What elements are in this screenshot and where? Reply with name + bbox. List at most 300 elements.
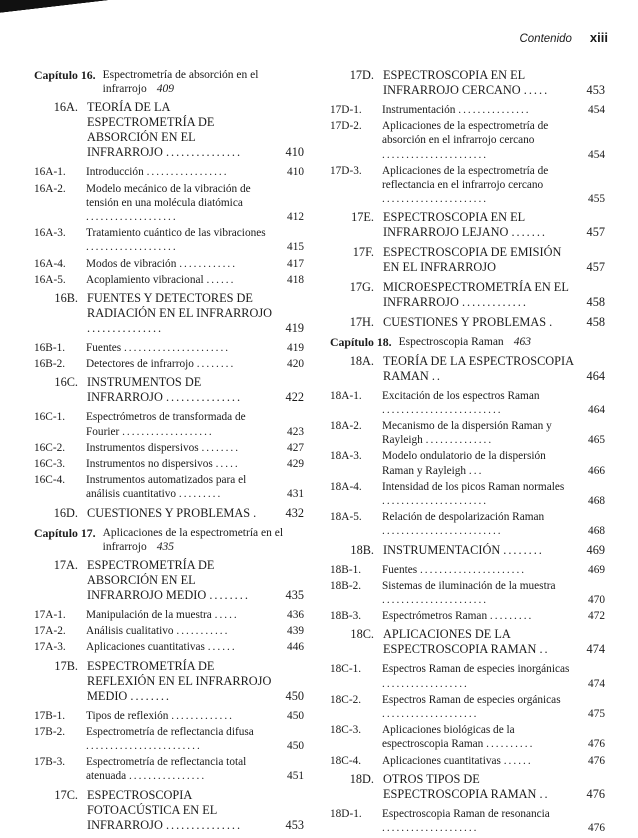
entry-title-block [86,457,274,471]
section-entry [34,506,304,521]
chapter-label: Capítulo 16. [34,68,96,82]
chapter-title: Espectroscopia Raman [398,336,504,349]
leader-dots: ............... [165,390,243,405]
entry-number: 18C. [350,627,374,642]
entry-page: 472 [588,610,605,623]
entry-title: Espectrometría de reflectancia difusa [86,725,254,738]
entry-title: Espectrómetros de transformada de Fourier [86,411,246,438]
entry-number: 17C. [54,787,78,802]
entry-title-block [86,441,274,455]
entry-title: Acoplamiento vibracional [86,273,204,286]
entry-title: Espectros Raman de especies inorgánicas [382,663,570,676]
entry-title: Espectros Raman de especies orgánicas [382,693,561,706]
entry-title-block [87,659,274,704]
entry-page: 450 [287,740,304,753]
entry-page: 468 [588,525,605,538]
entry-title: Aplicaciones de la espectrometría de reflectancia en el infrarrojo cercano [382,164,549,192]
section-entry [330,245,605,275]
entry-title-block [383,627,575,657]
entry-page: 431 [287,488,304,501]
chapter-heading [34,68,304,96]
leader-dots: ............. [461,295,528,310]
entry-page: 454 [588,104,605,116]
entry-page: 457 [586,225,605,240]
entry-title: ESPECTROSCOPIA DE EMISIÓN EN EL INFRARROJO [383,245,562,275]
entry-title-block [86,709,274,723]
page-header [519,30,608,45]
subsection-entry [34,441,304,455]
entry-number: 18D. [349,771,374,786]
entry-page: 429 [287,458,304,471]
entry-title: Introducción [86,166,144,179]
entry-title-block [86,182,274,225]
leader-dots: ......................... [382,525,503,538]
leader-dots: ....... [511,225,547,240]
entry-page: 446 [287,641,304,654]
section-entry [34,659,304,704]
header-label: Contenido [519,33,572,45]
chapter-title: Espectrometría de absorción en el infrarrojo [102,69,259,96]
entry-number: 16B-1. [34,342,66,355]
entry-number: 17D-3. [330,164,362,177]
entry-number: 17B-2. [34,725,66,738]
entry-page: 476 [588,754,605,767]
entry-number: 18C-2. [330,693,362,706]
entry-title: OTROS TIPOS DE ESPECTROSCOPIA RAMAN [383,771,537,801]
entry-number: 18A-2. [330,420,362,433]
entry-number: 17B-3. [34,756,66,769]
entry-page: 464 [588,403,605,416]
entry-title-block [86,226,274,254]
leader-dots: .............. [425,434,494,447]
entry-title-block [87,375,274,405]
entry-page: 476 [588,738,605,751]
entry-page: 469 [588,563,605,576]
subsection-entry [34,608,304,622]
entry-number: 18A-5. [330,511,362,524]
chapter-page: 409 [156,83,174,96]
entry-number: 18B-3. [330,610,362,623]
entry-title: TEORÍA DE LA ESPECTROMETRÍA DE ABSORCIÓN EN EL INFRARROJO [87,100,215,160]
entry-number: 17D-2. [330,120,362,133]
entry-title: CUESTIONES Y PROBLEMAS [87,505,251,520]
entry-title-block [383,68,575,98]
entry-page: 432 [285,505,304,520]
entry-title-block [383,245,575,275]
entry-title: ESPECTROMETRÍA DE REFLEXIÓN EN EL INFRARROJO MEDIO [87,658,272,703]
entry-page: 457 [586,260,605,275]
entry-number: 16B. [54,291,78,306]
entry-number: 18D-1. [330,807,362,820]
entry-page: 410 [285,145,304,160]
chapter-label: Capítulo 18. [330,335,392,350]
leader-dots: ................ [128,770,207,783]
entry-title-block [383,210,575,240]
entry-number: 18A-1. [330,389,362,402]
entry-title: Instrumentación [382,104,456,116]
entry-number: 16A. [53,100,78,115]
entry-number: 17G. [349,280,374,295]
entry-number: 17F. [352,245,374,260]
entry-title: Relación de despolarización Raman [382,511,545,524]
leader-dots: ......................... [382,403,503,416]
entry-page: 422 [285,390,304,405]
subsection-entry [34,410,304,438]
leader-dots: . [549,315,555,330]
entry-page: 468 [588,495,605,508]
leader-dots: ................... [86,241,178,254]
entry-title-block [382,119,575,162]
entry-page: 450 [285,688,304,703]
entry-number: 18A-4. [330,480,362,493]
leader-dots: ... [468,464,484,477]
leader-dots: ...................... [382,148,489,161]
section-entry [34,291,304,336]
subsection-entry [34,457,304,471]
entry-page: 470 [588,594,605,607]
chapter-label: Capítulo 17. [34,525,96,540]
subsection-entry [330,389,605,417]
entry-title: INSTRUMENTACIÓN [383,542,501,557]
leader-dots: ........ [201,441,241,454]
entry-title-block [382,389,575,417]
entry-page: 423 [287,425,304,438]
subsection-entry [34,257,304,271]
entry-title-block [382,609,575,623]
leader-dots: ............ [179,257,238,270]
leader-dots: ........ [196,358,236,371]
entry-title: Aplicaciones de la espectrometría de absorción en el infrarrojo cercano [382,120,549,147]
leader-dots: ............. [171,709,234,722]
entry-title-block [382,807,575,835]
entry-title: Intensidad de los picos Raman normales [382,480,565,493]
entry-title-block [87,788,274,833]
entry-page: 469 [586,542,605,557]
leader-dots: ......... [489,610,534,623]
entry-title-block [383,280,575,310]
entry-title-block [383,354,575,384]
entry-title: Espectrometría de reflectancia total atenuada [86,756,247,783]
leader-dots: ............... [87,321,164,336]
leader-dots: ...................... [419,563,527,576]
leader-dots: .................. [382,677,469,690]
leader-dots: ...... [503,754,533,767]
leader-dots: ...................... [123,342,231,355]
entry-title-block [382,723,575,751]
subsection-entry [330,693,605,721]
section-entry [34,788,304,833]
leader-dots: ............... [165,145,243,160]
entry-number: 16C-1. [34,411,66,424]
header-page-number: xiii [589,30,608,45]
entry-title-block [86,257,274,271]
entry-title-block [382,754,575,768]
entry-title-block [86,608,274,622]
entry-title-block [382,563,575,577]
entry-number: 17E. [351,210,374,225]
chapter-title-block [103,68,304,96]
entry-page: 453 [285,817,304,832]
section-entry [330,210,605,240]
entry-title-block [86,273,274,287]
leader-dots: ............... [458,104,531,116]
leader-dots: ................... [122,425,214,438]
entry-number: 17A-2. [34,625,66,638]
leader-dots: ................. [146,166,229,179]
subsection-entry [34,341,304,355]
entry-number: 16C-4. [34,474,66,487]
entry-title-block [86,473,274,501]
section-entry [34,558,304,603]
entry-page: 454 [588,148,605,161]
entry-title: ESPECTROSCOPIA EN EL INFRARROJO CERCANO [383,68,525,97]
entry-number: 17A-3. [34,641,66,654]
subsection-entry [330,510,605,538]
leader-dots: .......... [486,738,535,751]
subsection-entry [330,579,605,607]
subsection-entry [330,103,605,117]
entry-page: 458 [586,315,605,330]
chapter-title: Aplicaciones de la espectrometría en el infrarrojo [102,526,284,553]
subsection-entry [34,709,304,723]
entry-title-block [86,357,274,371]
entry-number: 17H. [349,315,374,330]
subsection-entry [330,609,605,623]
entry-title-block [86,341,274,355]
toc-right-column [330,64,605,837]
entry-page: 453 [586,83,605,97]
entry-title: Tipos de reflexión [86,709,169,722]
entry-title-block [382,103,575,117]
entry-title-block [382,449,575,477]
chapter-page: 435 [156,540,174,553]
leader-dots: ...... [206,273,236,286]
entry-title-block [382,480,575,508]
leader-dots: ..... [214,609,239,622]
subsection-entry [330,662,605,690]
leader-dots: .. [539,642,550,657]
entry-title: ESPECTROSCOPIA EN EL INFRARROJO LEJANO [383,210,525,240]
entry-page: 418 [287,273,304,286]
leader-dots: . [253,505,259,520]
entry-page: 458 [586,295,605,310]
entry-number: 18B-2. [330,579,362,592]
subsection-entry [34,725,304,753]
entry-title-block [86,640,274,654]
entry-page: 450 [287,709,304,722]
entry-title: CUESTIONES Y PROBLEMAS [383,315,547,330]
entry-title: APLICACIONES DE LA ESPECTROSCOPIA RAMAN [383,627,537,657]
leader-dots: ........ [503,542,544,557]
entry-page: 475 [588,708,605,721]
leader-dots: ...................... [382,495,489,508]
entry-page: 419 [287,342,304,355]
entry-title-block [382,693,575,721]
section-entry [330,315,605,330]
entry-title: Mecanismo de la dispersión Raman y Rayleigh [382,420,552,447]
entry-page: 427 [287,441,304,454]
entry-title: Fuentes [382,563,418,576]
entry-title: Espectroscopia Raman de resonancia [382,807,550,820]
leader-dots: ........................ [86,740,202,753]
entry-number: 18C-3. [330,724,362,737]
entry-number: 17A-1. [34,609,66,622]
entry-page: 451 [287,770,304,783]
leader-dots: ........ [130,688,171,703]
entry-page: 465 [588,434,605,447]
chapter-title-block [103,526,304,554]
subsection-entry [330,754,605,768]
entry-title-block [87,291,274,336]
leader-dots: ......... [178,488,223,501]
entry-title: ESPECTROMETRÍA DE ABSORCIÓN EN EL INFRARROJO MEDIO [87,558,215,603]
entry-number: 16B-2. [34,358,66,371]
chapter-page: 463 [513,336,531,349]
entry-title-block [86,725,274,753]
leader-dots: ..... [215,458,240,471]
section-entry [330,68,605,98]
entry-title-block [382,164,575,207]
leader-dots: ........ [209,588,250,603]
entry-number: 17B. [54,658,78,673]
subsection-entry [330,419,605,447]
entry-title-block [383,543,575,558]
entry-number: 17A. [53,558,78,573]
leader-dots: ............... [165,817,243,832]
chapter-title-block [399,335,605,349]
entry-number: 16C. [54,375,78,390]
subsection-entry [34,640,304,654]
entry-number: 18B-1. [330,563,362,576]
entry-page: 417 [287,257,304,270]
subsection-entry [34,273,304,287]
entry-title: Instrumentos automatizados para el análisis cuantitativo [86,474,247,501]
corner-mark [0,0,120,14]
entry-number: 16A-3. [34,227,66,240]
subsection-entry [330,164,605,207]
entry-title-block [383,315,575,330]
entry-title-block [87,558,274,603]
subsection-entry [34,165,304,179]
entry-title: TEORÍA DE LA ESPECTROSCOPIA RAMAN [383,353,574,383]
entry-page: 415 [287,241,304,254]
entry-number: 16C-3. [34,458,66,471]
entry-title: Tratamiento cuántico de las vibraciones [86,227,266,240]
entry-page: 412 [287,211,304,224]
section-entry [34,375,304,405]
entry-number: 16A-1. [34,166,66,179]
entry-title-block [382,662,575,690]
entry-title: MICROESPECTROMETRÍA EN EL INFRARROJO [383,280,569,310]
subsection-entry [330,449,605,477]
entry-number: 18C-4. [330,754,362,767]
entry-number: 16A-2. [34,182,66,195]
subsection-entry [34,624,304,638]
entry-title: FUENTES Y DETECTORES DE RADIACIÓN EN EL INFRARROJO [87,291,273,321]
entry-title-block [382,510,575,538]
subsection-entry [330,480,605,508]
entry-number: 17D. [349,68,374,82]
entry-title: Aplicaciones cuantitativas [86,641,205,654]
entry-title-block [87,100,274,160]
entry-number: 18A-3. [330,450,362,463]
entry-page: 476 [586,786,605,801]
entry-number: 18C-1. [330,663,362,676]
leader-dots: ...................... [382,193,489,206]
subsection-entry [330,807,605,835]
entry-title-block [86,410,274,438]
entry-title-block [86,165,274,179]
section-entry [330,772,605,802]
entry-title: ESPECTROSCOPIA FOTOACÚSTICA EN EL INFRARROJO [87,787,217,832]
entry-title-block [87,506,274,521]
entry-title: Fuentes [86,342,122,355]
subsection-entry [34,182,304,225]
entry-title-block [382,579,575,607]
entry-title: Manipulación de la muestra [86,609,212,622]
leader-dots: ..... [523,83,550,97]
entry-title: Instrumentos no dispersivos [86,458,213,471]
section-entry [330,543,605,558]
subsection-entry [34,357,304,371]
entry-title-block [86,624,274,638]
entry-title: Modos de vibración [86,257,177,270]
leader-dots: .. [539,786,550,801]
section-entry [330,627,605,657]
entry-number: 16D. [53,505,78,520]
entry-page: 466 [588,464,605,477]
entry-page: 474 [588,677,605,690]
entry-title-block [86,755,274,783]
entry-page: 420 [287,358,304,371]
entry-page: 435 [285,588,304,603]
entry-number: 18A. [349,353,374,368]
entry-page: 455 [588,193,605,206]
entry-page: 419 [285,321,304,336]
leader-dots: ...... [207,641,237,654]
entry-page: 410 [287,166,304,179]
entry-number: 18B. [350,542,374,557]
entry-title: Excitación de los espectros Raman [382,389,540,402]
subsection-entry [330,563,605,577]
entry-number: 16A-5. [34,273,66,286]
leader-dots: .................... [382,822,479,835]
entry-number: 17B-1. [34,709,66,722]
leader-dots: ...................... [382,594,489,607]
entry-title: INSTRUMENTOS DE INFRARROJO [87,375,202,405]
section-entry [330,280,605,310]
entry-number: 16C-2. [34,441,66,454]
section-entry [34,100,304,160]
subsection-entry [34,755,304,783]
entry-title: Aplicaciones biológicas de la espectroscopia Raman [382,724,515,751]
chapter-heading [330,335,605,349]
chapter-heading [34,526,304,554]
entry-title: Modelo mecánico de la vibración de tensión en una molécula diatómica [86,182,251,209]
leader-dots: ................... [86,211,178,224]
entry-title: Modelo ondulatorio de la dispersión Raman y Rayleigh [382,450,546,477]
entry-page: 476 [588,822,605,835]
toc-left-column [34,64,304,838]
entry-page: 464 [586,368,605,383]
section-entry [330,354,605,384]
entry-title: Detectores de infrarrojo [86,358,194,371]
entry-title: Sistemas de iluminación de la muestra [382,579,556,592]
entry-title-block [383,772,575,802]
entry-title: Espectrómetros Raman [382,610,488,623]
subsection-entry [34,473,304,501]
entry-number: 17D-1. [330,104,362,116]
